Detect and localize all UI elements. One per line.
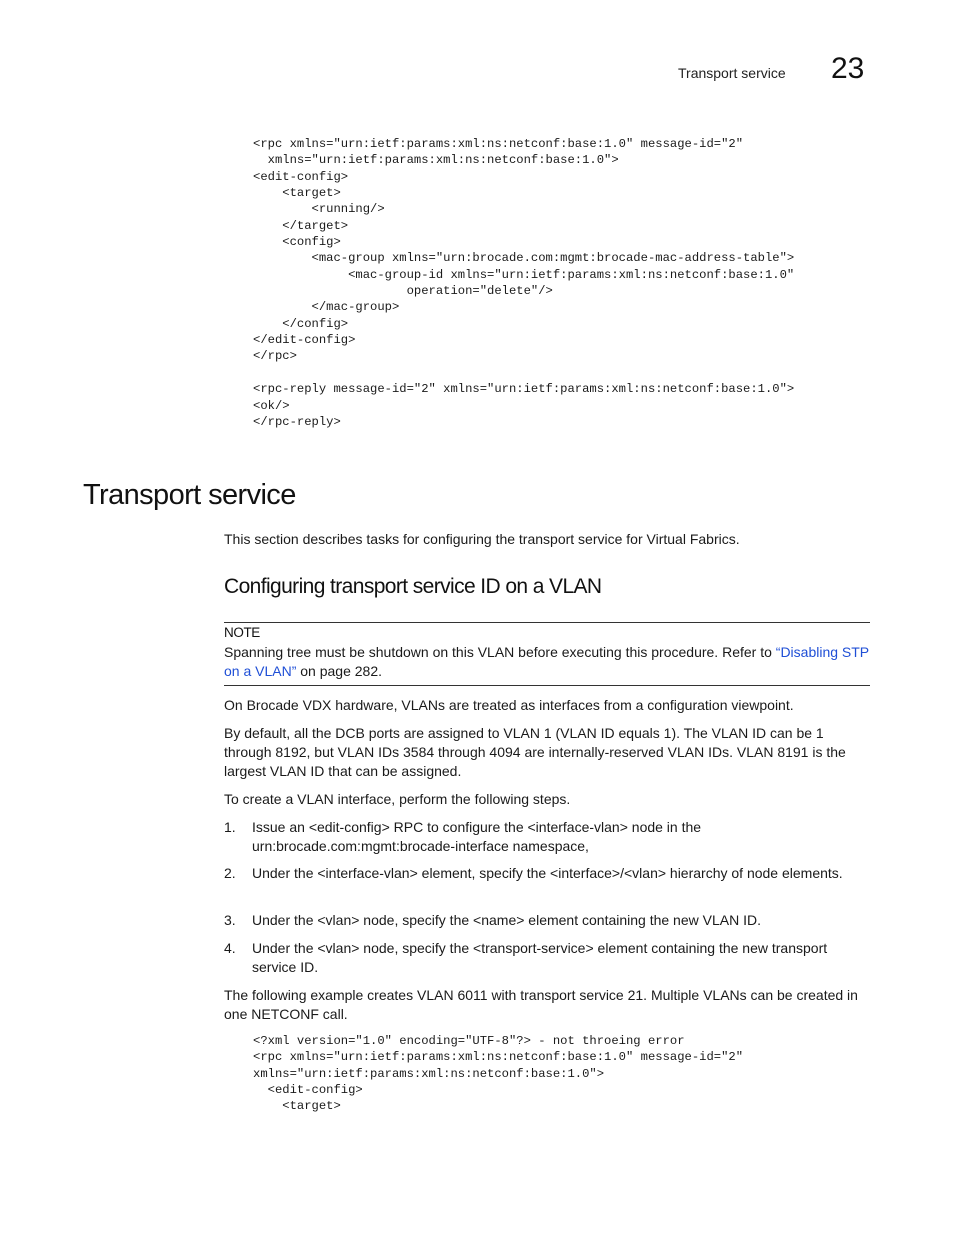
code-block-delete-mac-group: <rpc xmlns="urn:ietf:params:xml:ns:netconf:base:1.0" message-id="2" xmlns="urn:ietf:params:xml:ns:netconf:base:1.0"> <edit-config> <target> <running/> </target> <config> <mac-group xmlns="urn:brocade.com:mgmt:brocade-mac-address-table"> <mac-group-id xmlns="urn:ietf:params:xml:ns:netconf:base:1.0" operation="delete"/> </mac-group> </config> </edit-config> </rpc> <rpc-reply message-id="2" xmlns="urn:ietf:params:xml:ns:netconf:base:1.0"> <ok/> </rpc-reply> [253,137,795,429]
disabling-stp-link[interactable]: “Disabling STP on a VLAN” [224,644,869,679]
step-number: 2. [224,865,236,881]
chapter-number: 23 [831,52,865,85]
paragraph-steps-intro: To create a VLAN interface, perform the following steps. [224,791,571,807]
step-text: Under the <vlan> node, specify the <name> element containing the new VLAN ID. [252,912,761,928]
step-text: Issue an <edit-config> RPC to configure the <interface-vlan> node in the urn:brocade.com:mgmt:brocade-interface namespace, [252,819,702,854]
paragraph-default-vlan: By default, all the DCB ports are assigned to VLAN 1 (VLAN ID equals 1). The VLAN ID can be 1 through 8192, but VLAN IDs 3584 through 4094 are internally-reserved VLAN IDs. VLAN 8191 is the largest VLAN ID that can be assigned. [224,725,846,779]
paragraph-example-intro: The following example creates VLAN 6011 with transport service 21. Multiple VLANs can be created in one NETCONF call. [224,987,858,1022]
step-number: 3. [224,912,236,928]
paragraph-vdx-vlans: On Brocade VDX hardware, VLANs are treated as interfaces from a configuration viewpoint. [224,697,794,713]
step-number: 1. [224,819,236,835]
note-text [224,643,870,681]
note-label: NOTE [224,625,260,640]
note-text-after: on page 282. [296,663,383,679]
section-title: Transport service [83,479,296,511]
running-header-title: Transport service [678,65,786,81]
step-number: 4. [224,940,236,956]
subsection-title: Configuring transport service ID on a VLAN [224,575,602,598]
code-block-create-vlan: <?xml version="1.0" encoding="UTF-8"?> - not throeing error <rpc xmlns="urn:ietf:params:xml:ns:netconf:base:1.0" message-id="2" xmlns="urn:ietf:params:xml:ns:netconf:base:1.0"> <edit-config> <target> [253,1034,744,1114]
note-text-before: Spanning tree must be shutdown on this VLAN before executing this procedure. Refer to [224,644,776,660]
note-top-rule [224,622,870,623]
step-text: Under the <vlan> node, specify the <transport-service> element containing the new transport service ID. [252,940,828,975]
step-text: Under the <interface-vlan> element, specify the <interface>/<vlan> hierarchy of node elements. [252,865,843,881]
note-bottom-rule [224,685,870,686]
section-intro: This section describes tasks for configuring the transport service for Virtual Fabrics. [224,531,740,547]
